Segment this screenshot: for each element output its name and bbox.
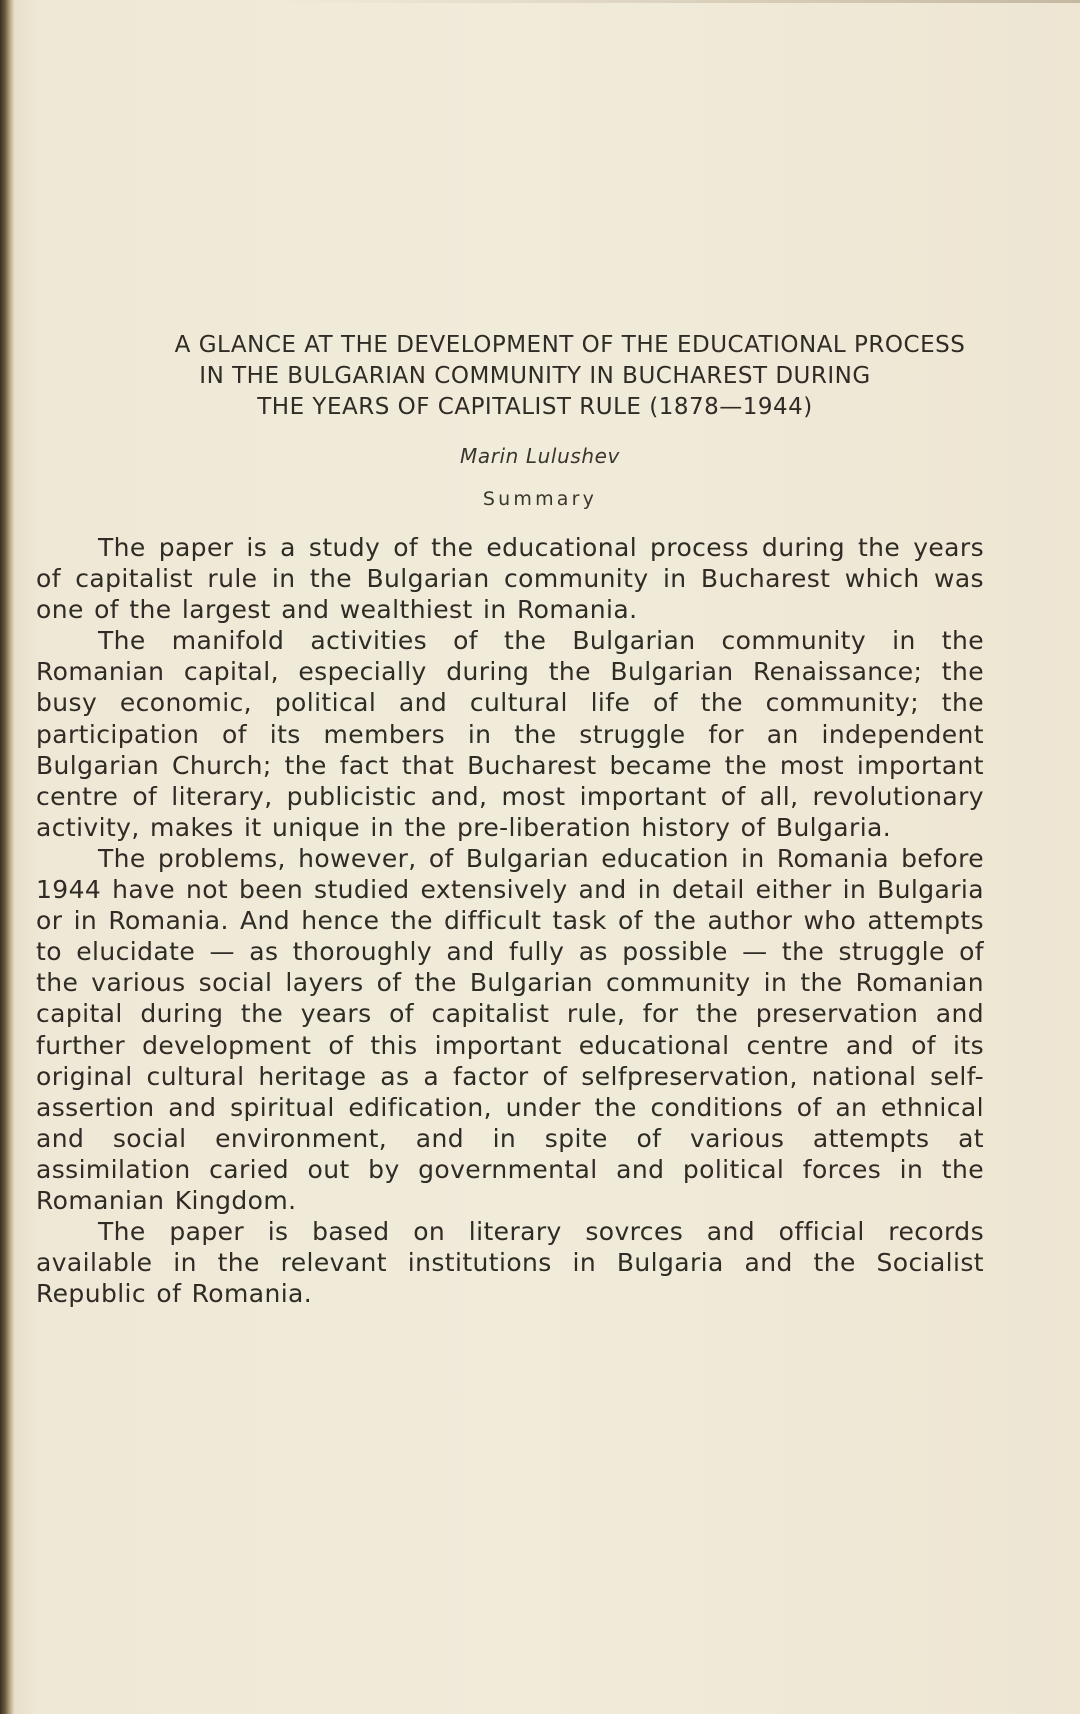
title-line-3: THE YEARS OF CAPITALIST RULE (1878—1944) — [257, 394, 813, 420]
title-line-2: IN THE BULGARIAN COMMUNITY IN BUCHAREST DURING — [199, 363, 871, 389]
summary-body — [36, 532, 984, 1309]
author-name: Marin Lulushev — [459, 444, 620, 468]
article-title — [0, 330, 1080, 423]
paragraph-4: The paper is based on literary sovrces and official records available in the relevant institutions in Bulgaria and the Socialist Republic of Romania. — [36, 1217, 984, 1309]
page-top-edge — [280, 0, 1080, 3]
title-line-1: A GLANCE AT THE DEVELOPMENT OF THE EDUCATIONAL PROCESS — [174, 332, 966, 358]
paragraph-2: The manifold activities of the Bulgarian community in the Romanian capital, especially during the Bulgarian Renaissance; the busy economic, political and cultural life of the community; the participation of its members in the struggle for an independent Bulgarian Church; the fact that Bucharest became the most important centre of literary, publicistic and, most important of all, revolutionary activity, makes it unique in the pre-liberation history of Bulgaria. — [36, 626, 984, 842]
paragraph-3: The problems, however, of Bulgarian education in Romania before 1944 have not been studied extensively and in detail either in Bulgaria or in Romania. And hence the difficult task of the author who attempts to elucidate — as thoroughly and fully as possible — the struggle of the various social layers of the Bulgarian community in the Romanian capital during the years of capitalist rule, for the preservation and further development of this important educational centre and of its original cultural heritage as a factor of selfpreservation, national self-assertion and spiritual edification, under the conditions of an ethnical and social environment, and in spite of various attempts at assimilation caried out by governmental and political forces in the Romanian Kingdom. — [36, 843, 984, 1215]
paragraph-1: The paper is a study of the educational process during the years of capitalist rule in the Bulgarian community in Bucharest which was one of the largest and wealthiest in Romania. — [36, 533, 984, 625]
page-binding-edge — [0, 0, 14, 1714]
summary-heading: Summary — [482, 488, 598, 510]
